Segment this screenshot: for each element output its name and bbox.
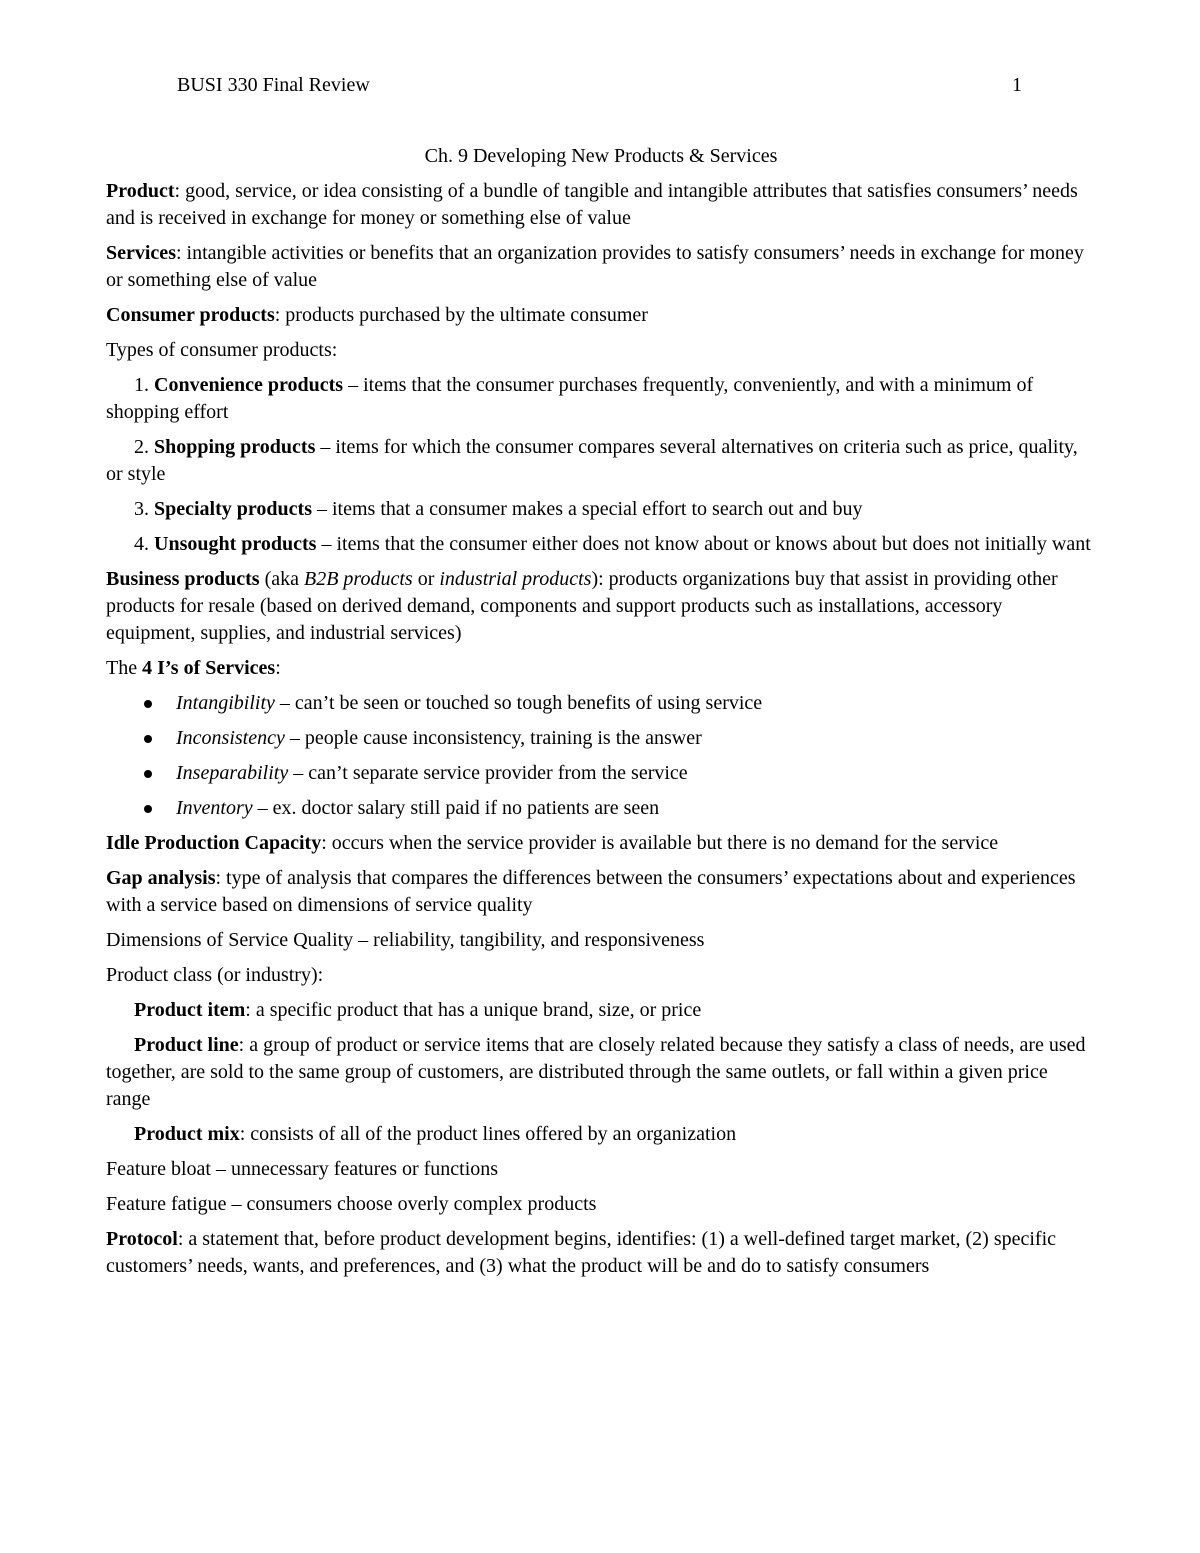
definition-protocol [106,1226,1096,1280]
definition-product [106,178,1096,232]
term: Services [106,242,176,264]
text-fragment: The [106,657,143,679]
definition: – ex. doctor salary still paid if no patients are seen [252,797,660,819]
definition-business-products [106,566,1096,647]
definition: : occurs when the service provider is available but there is no demand for the service [321,832,999,854]
term: Product mix [134,1123,240,1145]
item-number: 2. [134,436,149,458]
item-number: 3. [134,498,149,520]
definition: : intangible activities or benefits that an organization provides to satisfy consumers’ needs in exchange for money or something else of value [106,242,1084,291]
definition-services [106,240,1096,294]
bullet-icon [144,770,152,778]
term: Convenience products [154,374,344,396]
definition: : a group of product or service items that are closely related because they satisfy a class of needs, are used together, are sold to the same group of customers, are distributed through the same outlets, or fall within a given price range [106,1034,1086,1110]
bullet-icon [144,735,152,743]
term: 4 I’s of Services [142,657,276,679]
definition: – items for which the consumer compares several alternatives on criteria such as price, quality, or style [106,436,1078,485]
term: Inconsistency [176,727,285,749]
product-class-heading: Product class (or industry): [106,964,324,986]
term: Consumer products [106,304,275,326]
numbered-item [106,531,1096,558]
text-fragment: or [412,568,440,590]
alias: B2B products [304,568,413,590]
term: Shopping products [154,436,316,458]
definition: – items that a consumer makes a special effort to search out and buy [311,498,863,520]
item-number: 1. [134,374,149,396]
feature-fatigue-text: Feature fatigue – consumers choose overly complex products [106,1193,597,1215]
numbered-item [106,496,1096,523]
page-number: 1 [1012,74,1022,96]
numbered-item [106,434,1096,488]
definition: ): products organizations buy that assist in providing other products for resale (based on derived demand, components and support products such as installations, accessory equipment, supplies, and industrial services) [106,568,1058,644]
term: Intangibility [176,692,275,714]
term: Business products [106,568,260,590]
term: Gap analysis [106,867,216,889]
definition-product-mix [106,1121,1096,1148]
definition: – items that the consumer either does not know about or knows about but does not initially want [316,533,1091,555]
term: Unsought products [154,533,317,555]
definition: : good, service, or idea consisting of a bundle of tangible and intangible attributes that satisfies consumers’ needs and is received in exchange for money or something else of value [106,180,1078,229]
text-fragment: : [275,657,281,679]
definition: : a specific product that has a unique brand, size, or price [245,999,702,1021]
definition-consumer-products [106,302,1096,329]
bullet-item [106,760,1096,787]
definition: : products purchased by the ultimate consumer [274,304,648,326]
types-heading: Types of consumer products: [106,339,338,361]
definition: – items that the consumer purchases frequently, conveniently, and with a minimum of shopping effort [106,374,1034,423]
chapter-title: Ch. 9 Developing New Products & Services [424,145,778,167]
term: Inseparability [176,762,289,784]
bullet-icon [144,700,152,708]
definition: – people cause inconsistency, training is the answer [284,727,702,749]
header-title: BUSI 330 Final Review [177,74,370,96]
definition-idle-capacity [106,830,1096,857]
page-header [177,72,1022,102]
feature-bloat-text: Feature bloat – unnecessary features or functions [106,1158,499,1180]
definition: : type of analysis that compares the differences between the consumers’ expectations about and experiences with a service based on dimensions of service quality [106,867,1076,916]
term: Protocol [106,1228,178,1250]
item-number: 4. [134,533,149,555]
dimensions-text: Dimensions of Service Quality – reliability, tangibility, and responsiveness [106,929,705,951]
numbered-item [106,372,1096,426]
text-fragment: (aka [259,568,304,590]
definition-product-item [106,997,1096,1024]
bullet-icon [144,805,152,813]
definition: – can’t separate service provider from the service [288,762,688,784]
bullet-item [106,725,1096,752]
term: Product item [134,999,246,1021]
term: Idle Production Capacity [106,832,322,854]
bullet-item [106,795,1096,822]
four-is-heading [106,655,1096,682]
definition: : a statement that, before product development begins, identifies: (1) a well-defined target market, (2) specific customers’ needs, wants, and preferences, and (3) what the product will be and do to satisfy consumers [106,1228,1057,1277]
definition-product-line [106,1032,1096,1113]
definition: : consists of all of the product lines offered by an organization [239,1123,737,1145]
bullet-item [106,690,1096,717]
alias: industrial products [439,568,592,590]
definition: – can’t be seen or touched so tough benefits of using service [274,692,763,714]
term: Product [106,180,175,202]
term: Product line [134,1034,239,1056]
document-body [106,143,1096,1288]
definition-gap-analysis [106,865,1096,919]
term: Inventory [176,797,253,819]
term: Specialty products [154,498,312,520]
